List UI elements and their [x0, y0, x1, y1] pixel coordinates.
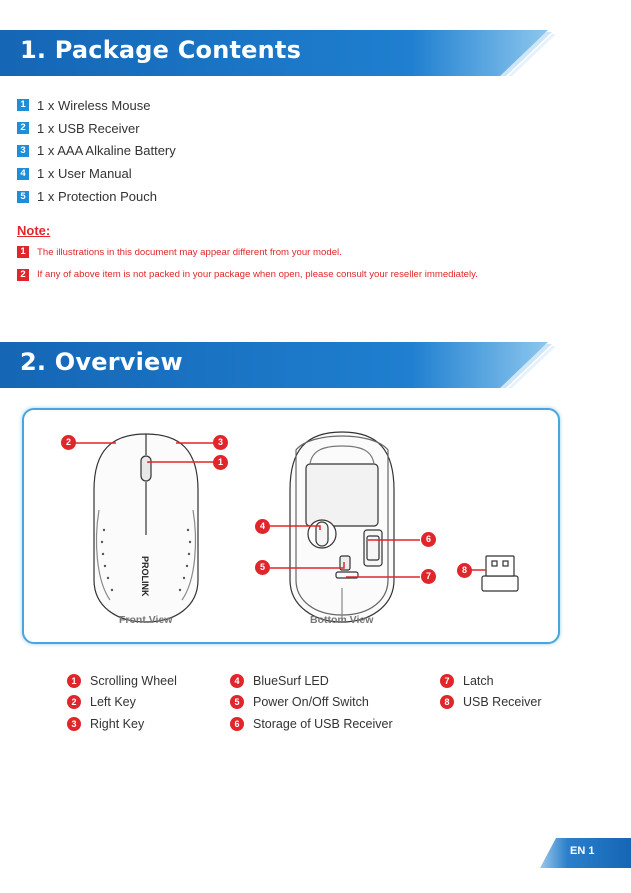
legend-number: 6 — [230, 717, 244, 731]
legend-item — [67, 692, 177, 714]
overview-figure — [22, 408, 560, 644]
page-number: EN 1 — [570, 845, 595, 857]
legend-text: Storage of USB Receiver — [253, 716, 393, 731]
legend-number: 1 — [67, 674, 81, 688]
note-text: If any of above item is not packed in your package when open, please consult your reseller immediately. — [37, 269, 478, 281]
package-contents-list — [17, 94, 176, 208]
note-heading: Note: — [17, 223, 51, 238]
legend-number: 2 — [67, 695, 81, 709]
item-text: 1 x USB Receiver — [37, 120, 140, 136]
legend-number: 8 — [440, 695, 454, 709]
note-text: The illustrations in this document may appear different from your model. — [37, 246, 342, 258]
front-view-caption: Front View — [119, 614, 173, 626]
legend-item — [440, 692, 542, 714]
legend-item — [230, 713, 393, 735]
legend-text: Latch — [463, 673, 494, 688]
legend-column-3 — [440, 670, 542, 713]
list-item — [17, 94, 176, 117]
legend-item — [230, 692, 393, 714]
bottom-view-caption: Bottom View — [310, 614, 374, 626]
legend-text: Right Key — [90, 716, 145, 731]
list-item — [17, 140, 176, 163]
item-number: 5 — [17, 191, 29, 203]
list-item — [17, 117, 176, 140]
callout-badge: 8 — [457, 563, 472, 578]
legend-item — [67, 670, 177, 692]
legend-item — [230, 670, 393, 692]
note-list — [17, 241, 478, 286]
legend-item — [67, 713, 177, 735]
section-banner-overview — [0, 342, 560, 388]
callout-badge: 6 — [421, 532, 436, 547]
legend-number: 7 — [440, 674, 454, 688]
brand-logo: PROLINK — [140, 556, 150, 597]
callout-badge: 2 — [61, 435, 76, 450]
legend-text: BlueSurf LED — [253, 673, 329, 688]
item-text: 1 x User Manual — [37, 166, 132, 182]
legend-column-1 — [67, 670, 177, 735]
section-title: 1. Package Contents — [20, 36, 302, 64]
item-text: 1 x AAA Alkaline Battery — [37, 143, 176, 159]
callout-badge: 1 — [213, 455, 228, 470]
section-banner-package-contents — [0, 30, 560, 76]
item-number: 1 — [17, 99, 29, 111]
note-item — [17, 264, 478, 287]
legend-text: Left Key — [90, 695, 136, 710]
usb-receiver-illustration — [482, 556, 518, 591]
page-number-tag — [540, 838, 631, 868]
legend-column-2 — [230, 670, 393, 735]
item-number: 4 — [17, 168, 29, 180]
item-number: 2 — [17, 122, 29, 134]
legend-text: Scrolling Wheel — [90, 673, 177, 688]
note-item — [17, 241, 478, 264]
legend-text: USB Receiver — [463, 695, 542, 710]
callout-badge: 5 — [255, 560, 270, 575]
item-text: 1 x Wireless Mouse — [37, 97, 151, 113]
legend-number: 5 — [230, 695, 244, 709]
legend-item — [440, 670, 542, 692]
bottom-view-mouse — [290, 432, 394, 622]
list-item — [17, 185, 176, 208]
note-number: 1 — [17, 246, 29, 258]
callout-badge: 4 — [255, 519, 270, 534]
legend-number: 3 — [67, 717, 81, 731]
legend-number: 4 — [230, 674, 244, 688]
list-item — [17, 162, 176, 185]
callout-badge: 7 — [421, 569, 436, 584]
mouse-illustration — [24, 410, 558, 642]
legend-text: Power On/Off Switch — [253, 695, 369, 710]
item-number: 3 — [17, 145, 29, 157]
section-title: 2. Overview — [20, 348, 183, 376]
item-text: 1 x Protection Pouch — [37, 189, 157, 205]
note-number: 2 — [17, 269, 29, 281]
callout-badge: 3 — [213, 435, 228, 450]
